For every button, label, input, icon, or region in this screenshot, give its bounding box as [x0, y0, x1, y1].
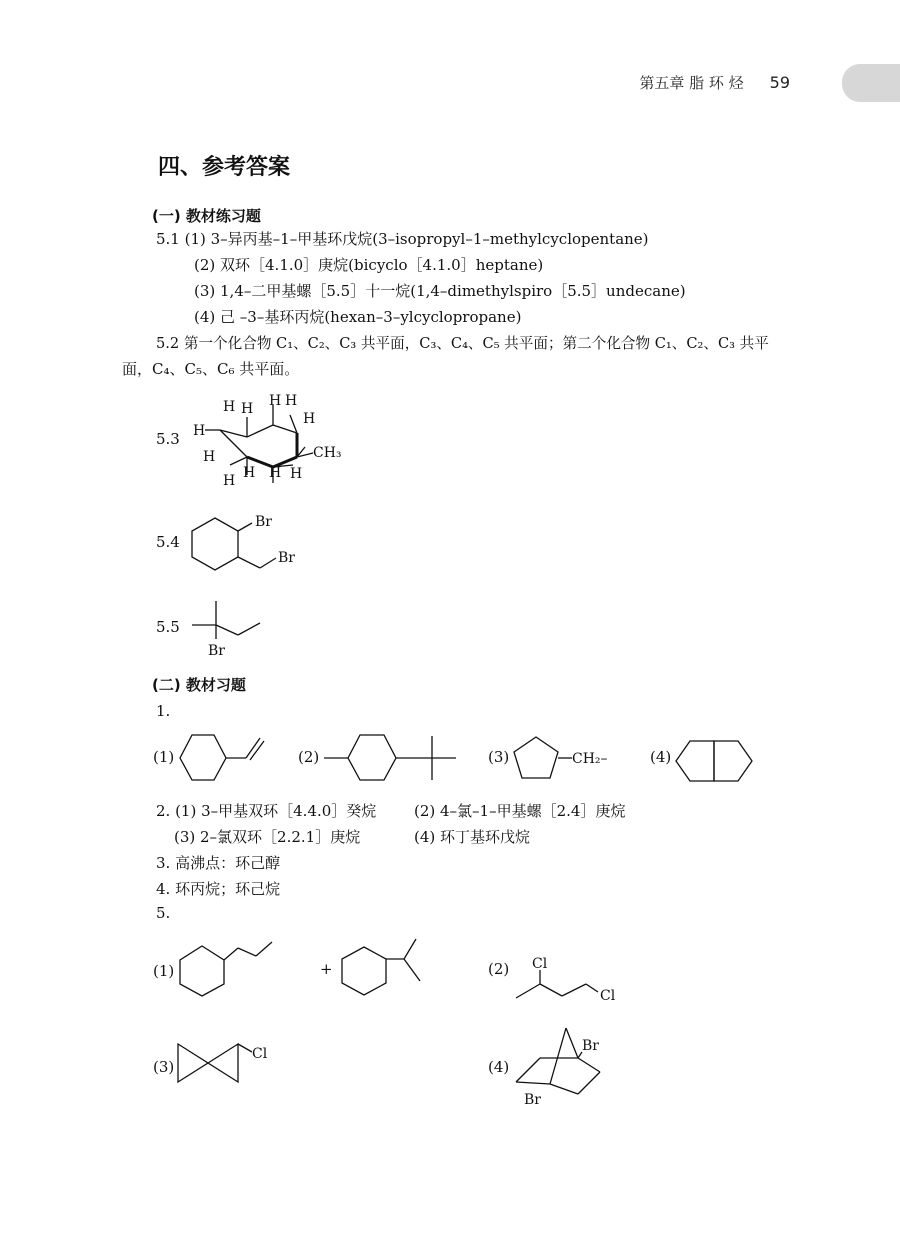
- item-label: (1): [153, 748, 175, 766]
- q54-label: 5.4: [156, 533, 180, 551]
- q1-label: 1.: [156, 702, 171, 720]
- chapter-title: 第五章 脂 环 烃: [639, 74, 744, 92]
- item-label: (4): [650, 748, 672, 766]
- atom-label: Br: [208, 643, 225, 659]
- dichlorobutane-structure: [512, 950, 632, 1010]
- atom-label: H: [203, 449, 216, 465]
- atom-label: H: [269, 465, 282, 481]
- atom-label: H: [303, 411, 316, 427]
- atom-label: H: [243, 465, 256, 481]
- q2-line: (3) 2–氯双环［2.2.1］庚烷: [174, 828, 361, 846]
- atom-label: H: [269, 393, 282, 409]
- atom-label: H: [285, 393, 298, 409]
- cyclopentylmethylene-structure: [512, 734, 632, 784]
- atom-label: H: [223, 399, 236, 415]
- q52-line2: 面，C₄、C₅、C₆ 共平面。: [122, 360, 300, 378]
- item-label: (4): [488, 1058, 510, 1076]
- atom-label: Cl: [252, 1046, 268, 1062]
- tert-butyl-methylcyclohexane-structure: [322, 732, 462, 792]
- vinylcyclohexane-structure: [178, 732, 278, 792]
- item-label: (1): [153, 962, 175, 980]
- atom-label: CH₂–: [572, 751, 608, 767]
- propylcyclohexane-structure: [178, 938, 278, 1002]
- item-label: (2): [488, 960, 510, 978]
- q51-line: 5.1 (1) 3–异丙基–1–甲基环戊烷(3–isopropyl–1–methylcyclopentane): [156, 230, 649, 248]
- atom-label: Br: [255, 514, 272, 530]
- atom-label: Br: [582, 1038, 599, 1054]
- item-label: (3): [488, 748, 510, 766]
- atom-label: Br: [278, 550, 295, 566]
- chlorospiro-structure: [176, 1040, 286, 1090]
- q51-line: (4) 己 –3–基环丙烷(hexan–3–ylcyclopropane): [194, 308, 522, 326]
- q53-label: 5.3: [156, 430, 180, 448]
- atom-label: Cl: [600, 988, 616, 1004]
- plus-sign: +: [320, 960, 333, 978]
- dibromide-structure: [190, 508, 310, 578]
- q51-line: (3) 1,4–二甲基螺［5.5］十一烷(1,4–dimethylspiro［5.5］undecane): [194, 282, 686, 300]
- item-label: (2): [298, 748, 320, 766]
- section-title: 四、参考答案: [158, 155, 291, 180]
- q51-line: (2) 双环［4.1.0］庚烷(bicyclo［4.1.0］heptane): [194, 256, 544, 274]
- running-header: [639, 72, 790, 93]
- atom-label: H: [290, 466, 303, 482]
- q2-line: 2. (1) 3–甲基双环［4.4.0］癸烷: [156, 802, 377, 820]
- q52-line1: 5.2 第一个化合物 C₁、C₂、C₃ 共平面，C₃、C₄、C₅ 共平面；第二个化合物 C₁、C₂、C₃ 共平: [156, 335, 769, 352]
- dibromonorbornane-structure: [512, 1024, 622, 1114]
- atom-label: CH₃: [313, 445, 342, 461]
- q5-label: 5.: [156, 904, 171, 922]
- q3-line: 3. 高沸点：环己醇: [156, 854, 281, 872]
- atom-label: H: [223, 473, 236, 489]
- q2-line: (4) 环丁基环戊烷: [414, 828, 531, 846]
- item-label: (3): [153, 1058, 175, 1076]
- atom-label: Cl: [532, 956, 548, 972]
- page-tab: [842, 64, 900, 102]
- page-number: 59: [769, 73, 790, 92]
- bicyclooctane-structure: [674, 735, 774, 785]
- q55-label: 5.5: [156, 618, 180, 636]
- atom-label: H: [193, 423, 206, 439]
- tert-bromide-structure: [190, 595, 280, 665]
- q4-line: 4. 环丙烷；环己烷: [156, 880, 281, 898]
- atom-label: Br: [524, 1092, 541, 1108]
- part1-title: (一) 教材练习题: [152, 207, 261, 225]
- methylcyclohexane-chair-structure: [185, 385, 355, 495]
- isopropylcyclohexane-structure: [340, 935, 430, 1005]
- atom-label: H: [241, 401, 254, 417]
- part2-title: (二) 教材习题: [152, 676, 246, 694]
- q2-line: (2) 4–氯–1–甲基螺［2.4］庚烷: [414, 802, 626, 820]
